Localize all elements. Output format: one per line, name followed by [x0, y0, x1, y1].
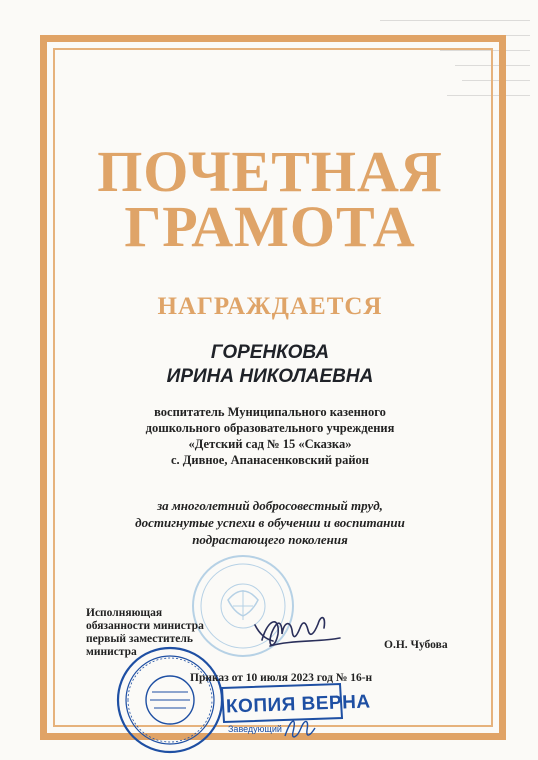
- signer-name: О.Н. Чубова: [384, 639, 448, 651]
- signer-title-line: обязанности министра: [86, 620, 204, 632]
- signer-title-line: первый заместитель: [86, 633, 193, 645]
- position-line: с. Дивное, Апанасенковский район: [171, 453, 369, 467]
- merit-line: за многолетний добросовестный труд,: [157, 498, 383, 513]
- recipient-given-names: ИРИНА НИКОЛАЕВНА: [166, 366, 374, 387]
- recipient-surname: ГОРЕНКОВА: [210, 342, 330, 363]
- awarded-heading: НАГРАЖДАЕТСЯ: [157, 293, 383, 320]
- position-line: дошкольного образовательного учреждения: [145, 421, 395, 435]
- merit-line: достигнутые успехи в обучении и воспитании: [135, 515, 405, 530]
- signer-title-line: Исполняющая: [86, 607, 163, 619]
- position-line: воспитатель Муниципального казенного: [154, 405, 386, 419]
- copy-verified-label: КОПИЯ ВЕРНА: [225, 691, 371, 718]
- title-line-2: ГРАМОТА: [124, 194, 416, 259]
- order-reference: Приказ от 10 июля 2023 год № 16-н: [190, 672, 373, 684]
- position-line: «Детский сад № 15 «Сказка»: [188, 437, 352, 451]
- copy-verified-sublabel: Заведующий: [228, 724, 282, 734]
- copy-stamp-signature: [285, 721, 315, 737]
- merit-line: подрастающего поколения: [192, 532, 348, 547]
- signer-title-line: министра: [86, 646, 137, 658]
- institution-round-stamp: [118, 648, 222, 752]
- signature-scribble: [255, 618, 340, 646]
- title-line-1: ПОЧЕТНАЯ: [97, 139, 443, 204]
- signer-title: [86, 607, 236, 659]
